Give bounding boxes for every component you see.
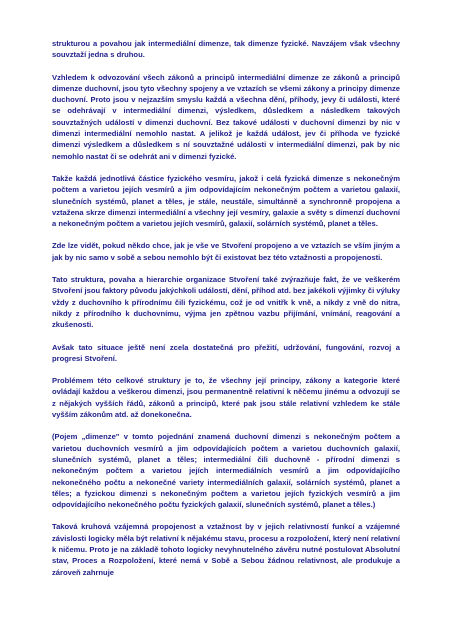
paragraph-8: (Pojem „dimenze" v tomto pojednání znamená duchovní dimenzi s nekonečným počtem a varietou duchovních vesmírů a jim odpovídajících počtem a varietou duchovních galaxií, slunečních systémů, planet a těles; intermediální čili duchovně - přírodní dimenzi s nekonečným počtem a varietou jejích intermediálních vesmírů a jim odpovídajícího nekonečného počtu a nekonečné variety intermediálních galaxií, solárních systémů, planet a těles; a fyzickou dimenzi s nekonečným počtem a varietou jejích fyzických vesmírů a jim odpovídajícího nekonečného počtu fyzických galaxií, slunečních systémů, planet a těles.) [52, 432, 400, 510]
paragraph-7: Problémem této celkové struktury je to, že všechny její principy, zákony a kategorie které ovládají každou a veškerou dimenzi, jsou permanentně relativní k něčemu jinému a odvozují se z nějakých vyšších řádů, zákonů a principů, které pak jsou stále relativní vzhledem ke stále vyšším zákonům atd. až donekonečna. [52, 376, 400, 420]
paragraph-3: Takže každá jednotlivá částice fyzického vesmíru, jakož i celá fyzická dimenze s nekonečným počtem a varietou jejích vesmírů a jim odpovídajícím nekonečným počtem a varietou galaxií, slunečních systémů, planet a těles, je stále, neustále, simultánně a synchronně propojena a vztažena skrze dimenzi intermediální a všechny její vesmíry, galaxie a světy s dimenzí duchovní a nekonečným počtem a varietou jejích vesmírů, galaxií, solárních systémů, planet a těles. [52, 173, 400, 229]
paragraph-4: Zde lze vidět, pokud někdo chce, jak je vše ve Stvoření propojeno a ve vztazích se vším jiným a jak by nic samo v sobě a sebou nemohlo být či existovat bez této vztažnosti a propojenosti. [52, 241, 400, 262]
paragraph-2: Vzhledem k odvozování všech zákonů a principů intermediální dimenze ze zákonů a principů dimenze duchovní, jsou tyto všechny spojeny a ve vztazích se všemi zákony a principy dimenze duchovní. Proto jsou v nejzazším smyslu každá a všechna dění, příhody, jevy či události, které se odehrávají v intermediální dimenzi, výsledkem, důsledkem a následkem takových souvztažných událostí v dimenzi duchovní. Bez takové události v duchovní dimenzi by nic v dimenzi intermediální nemohlo nastat. A jelikož je každá událost, jev či příhoda ve fyzické dimenzi výsledkem a důsledkem s ní souvztažné události v intermediální dimenzi, pak by nic nemohlo nastat či se odehrát ani v dimenzi fyzické. [52, 72, 400, 161]
document-page [52, 38, 400, 589]
paragraph-6: Avšak tato situace ještě není zcela dostatečná pro přežití, udržování, fungování, rozvoj a progresi Stvoření. [52, 342, 400, 363]
paragraph-5: Tato struktura, povaha a hierarchie organizace Stvoření také zvýrazňuje fakt, že ve veškerém Stvoření jsou faktory původu jakýchkoli událostí, dění, příhod atd. bez jakékoli výjimky či výluky vždy z duchovního k přírodnímu čili fyzickému, což je od vnitřk k vně, a nikdy z vně do nitra, nikdy z přírodního k duchovnímu, výjma jen zpětnou vazbu přijímání, vnímání, reagování a zkušenosti. [52, 275, 400, 330]
paragraph-1: strukturou a povahou jak intermediální dimenze, tak dimenze fyzické. Navzájem však všechny souvztaží jedna s druhou. [52, 39, 400, 60]
paragraph-9: Taková kruhová vzájemná propojenost a vztažnost by v jejich relativností funkcí a vzájemné závislosti logicky měla být relativní k nějakému stavu, procesu a rozpoložení, který není relativní k ničemu. Proto je na základě tohoto logicky nevyhnutelného závěru nutné postulovat Absolutní stav, Proces a Rozpoložení, které nemá v Sobě a Sebou žádnou relativnost, ale produkuje a zároveň zahrnuje [52, 522, 400, 577]
